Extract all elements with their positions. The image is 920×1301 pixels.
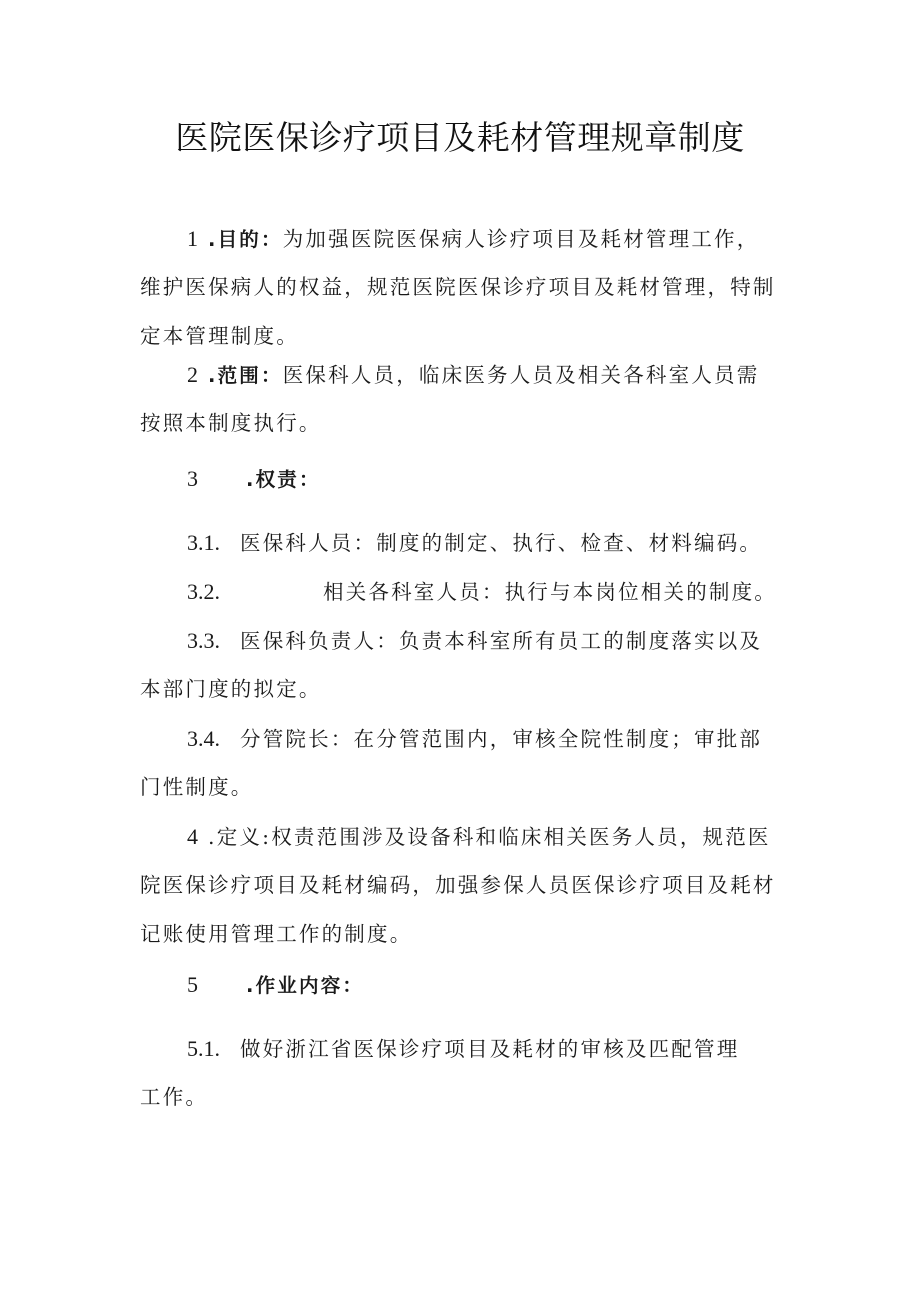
section-number: 5 [187, 972, 198, 997]
section-text: 按照本制度执行。 [140, 411, 322, 435]
section-scope [140, 350, 785, 448]
section-responsibilities [140, 454, 785, 503]
subsection-3-2 [140, 567, 785, 616]
subsection-text: 相关各科室人员：执行与本岗位相关的制度。 [323, 580, 777, 604]
section-number: 1 [187, 226, 198, 251]
section-number: 2 [187, 362, 198, 387]
section-label: .作业内容： [246, 974, 365, 997]
document-title: 医院医保诊疗项目及耗材管理规章制度 [175, 118, 745, 157]
subsection-3-1 [140, 518, 785, 567]
subsection-number: 3.3. [187, 628, 220, 653]
subsection-number: 3.4. [187, 726, 220, 751]
subsection-number: 3.1. [187, 530, 220, 555]
section-label: .范围： [208, 364, 283, 387]
subsection-text: 做好浙江省医保诊疗项目及耗材的审核及匹配管理 [240, 1037, 740, 1061]
subsection-text: 分管院长：在分管范围内，审核全院性制度；审批部 [240, 727, 763, 751]
subsection-text: 门性制度。 [140, 775, 254, 799]
section-text: 院医保诊疗项目及耗材编码，加强参保人员医保诊疗项目及耗材 [140, 873, 776, 897]
section-purpose [140, 214, 785, 361]
section-text: 定本管理制度。 [140, 324, 299, 348]
section-work-content [140, 960, 785, 1009]
section-text: .定义:权责范围涉及设备科和临床相关医务人员，规范医 [208, 825, 771, 849]
section-text: 维护医保病人的权益，规范医院医保诊疗项目及耗材管理，特制 [140, 275, 776, 299]
section-definition [140, 812, 785, 959]
section-number: 4 [187, 824, 198, 849]
subsection-number: 3.2. [187, 579, 220, 604]
subsection-text: 医保科人员：制度的制定、执行、检查、材料编码。 [240, 531, 763, 555]
section-number: 3 [187, 466, 198, 491]
subsection-text: 本部门度的拟定。 [140, 677, 322, 701]
subsection-text: 工作。 [140, 1085, 209, 1109]
section-label: .权责： [246, 468, 321, 491]
subsection-number: 5.1. [187, 1036, 220, 1061]
subsection-5-1 [140, 1024, 785, 1122]
subsection-text: 医保科负责人：负责本科室所有员工的制度落实以及 [240, 629, 763, 653]
section-text: 记账使用管理工作的制度。 [140, 922, 413, 946]
section-label: .目的： [208, 228, 283, 251]
subsection-3-3 [140, 616, 785, 714]
section-text: 为加强医院医保病人诊疗项目及耗材管理工作， [282, 227, 760, 251]
section-text: 医保科人员，临床医务人员及相关各科室人员需 [282, 363, 760, 387]
subsection-3-4 [140, 714, 785, 812]
